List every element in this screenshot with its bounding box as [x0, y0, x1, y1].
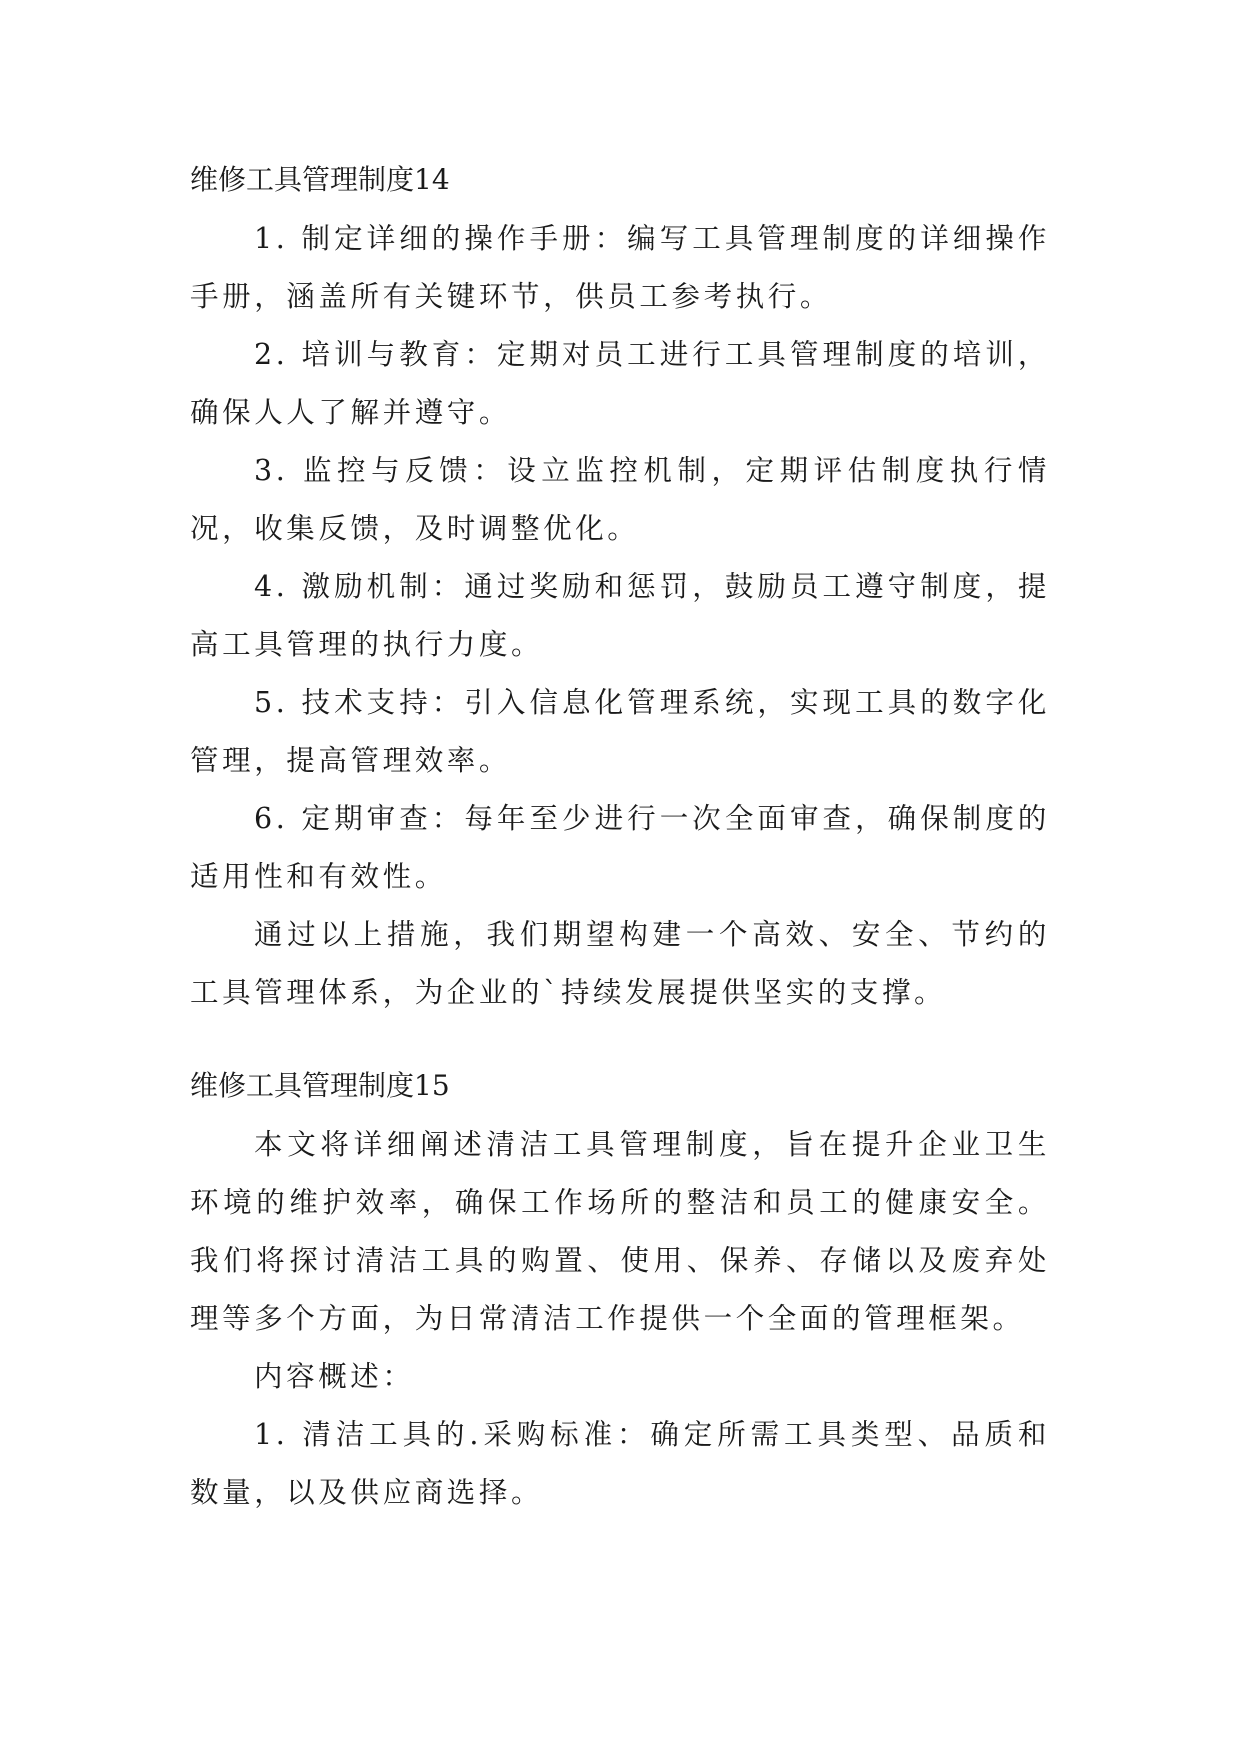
section-14: [190, 150, 1050, 1022]
document-page: [190, 150, 1050, 1522]
paragraph: 5. 技术支持：引入信息化管理系统，实现工具的数字化管理，提高管理效率。: [190, 686, 1050, 777]
section-title: 维修工具管理制度14: [190, 163, 450, 196]
paragraph: 2. 培训与教育：定期对员工进行工具管理制度的培训，确保人人了解并遵守。: [190, 338, 1050, 429]
section-title: 维修工具管理制度15: [190, 1069, 450, 1102]
paragraph: 1. 制定详细的操作手册：编写工具管理制度的详细操作手册，涵盖所有关键环节，供员工参考执行。: [190, 222, 1050, 313]
paragraph: 通过以上措施，我们期望构建一个高效、安全、节约的工具管理体系，为企业的`持续发展提供坚实的支撑。: [190, 918, 1050, 1009]
section-spacer: [190, 1022, 1050, 1056]
paragraph: 内容概述：: [254, 1360, 415, 1393]
paragraph: 6. 定期审查：每年至少进行一次全面审查，确保制度的适用性和有效性。: [190, 802, 1050, 893]
paragraph: 1. 清洁工具的.采购标准：确定所需工具类型、品质和数量，以及供应商选择。: [190, 1418, 1050, 1509]
paragraph: 4. 激励机制：通过奖励和惩罚，鼓励员工遵守制度，提高工具管理的执行力度。: [190, 570, 1050, 661]
paragraph: 本文将详细阐述清洁工具管理制度，旨在提升企业卫生环境的维护效率，确保工作场所的整洁和员工的健康安全。我们将探讨清洁工具的购置、使用、保养、存储以及废弃处理等多个方面，为日常清洁工作提供一个全面的管理框架。: [190, 1128, 1050, 1335]
section-15: [190, 1056, 1050, 1522]
paragraph: 3. 监控与反馈：设立监控机制，定期评估制度执行情况，收集反馈，及时调整优化。: [190, 454, 1050, 545]
